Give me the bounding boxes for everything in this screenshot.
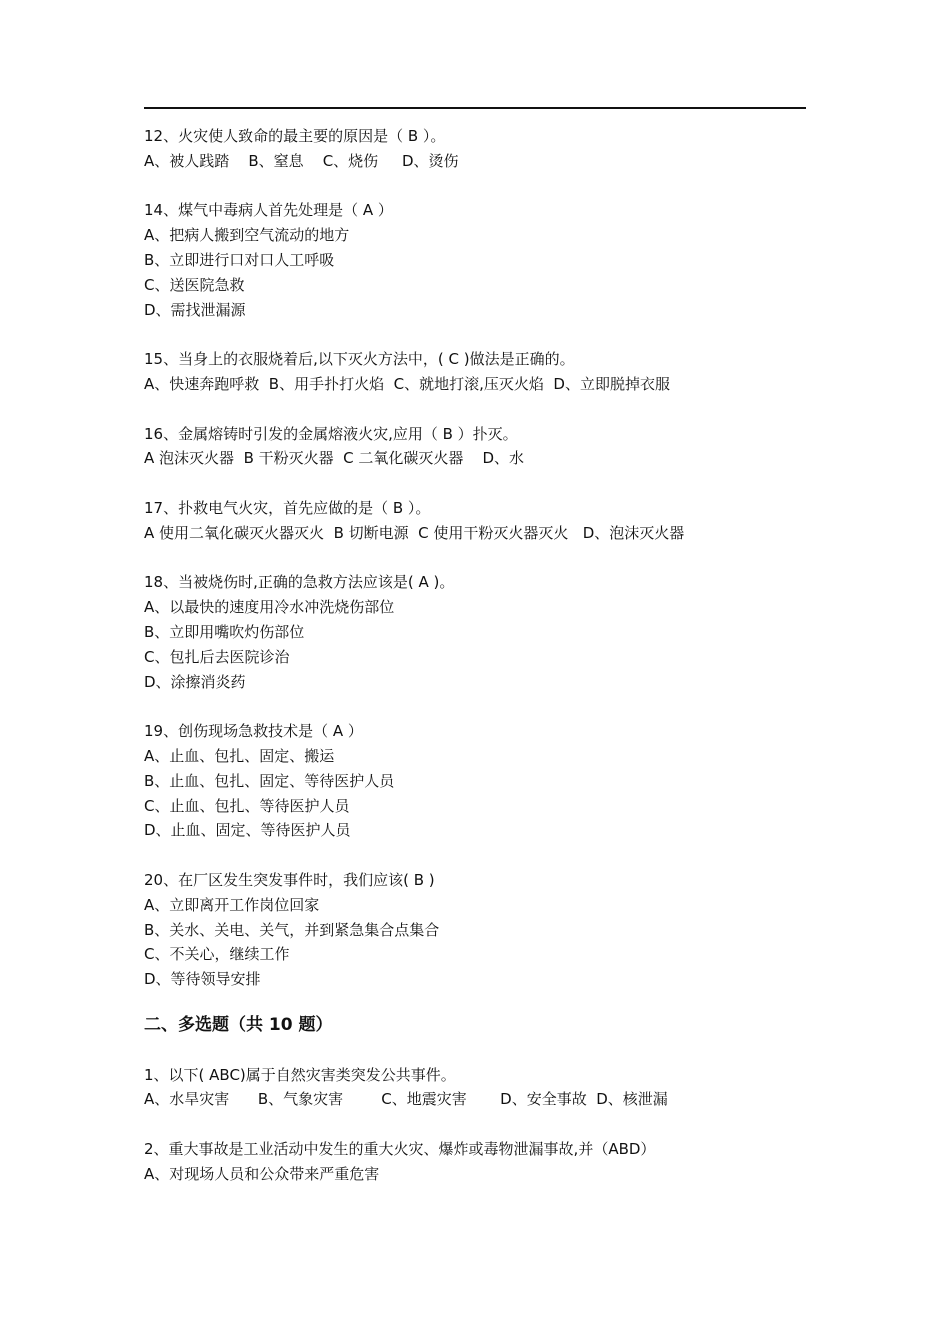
option-line: A 泡沫灭火器 B 干粉灭火器 C 二氧化碳灭火器 D、水 [144, 449, 525, 468]
question-block [144, 422, 824, 472]
option-line: A、以最快的速度用冷水冲洗烧伤部位 [144, 598, 395, 617]
option-line: B、止血、包扎、固定、等待医护人员 [144, 771, 395, 790]
question-block [144, 719, 824, 843]
question-block [144, 124, 824, 174]
option-line: D、止血、固定、等待医护人员 [144, 821, 351, 840]
exam-content [144, 124, 824, 1187]
question-block [144, 1137, 824, 1187]
question-block [144, 1063, 824, 1113]
question-stem: 17、扑救电气火灾，首先应做的是（ B ）。 [144, 498, 431, 517]
option-line: A、止血、包扎、固定、搬运 [144, 746, 335, 765]
option-line: A、对现场人员和公众带来严重危害 [144, 1164, 380, 1183]
question-stem: 18、当被烧伤时,正确的急救方法应该是( A )。 [144, 573, 455, 592]
option-line: A 使用二氧化碳灭火器灭火 B 切断电源 C 使用干粉灭火器灭火 D、泡沫灭火器 [144, 523, 685, 542]
option-line: A、立即离开工作岗位回家 [144, 895, 320, 914]
question-block [144, 198, 824, 322]
question-stem: 16、金属熔铸时引发的金属熔液火灾,应用（ B ）扑灭。 [144, 424, 518, 443]
option-line: B、立即用嘴吹灼伤部位 [144, 622, 305, 641]
question-block [144, 570, 824, 694]
option-line: A、被人践踏 B、窒息 C、烧伤 D、烫伤 [144, 151, 459, 170]
option-line: D、涂擦消炎药 [144, 672, 246, 691]
option-line: C、包扎后去医院诊治 [144, 647, 290, 666]
option-line: C、送医院急救 [144, 275, 245, 294]
option-line: C、不关心，继续工作 [144, 945, 290, 964]
question-stem: 19、创伤现场急救技术是（ A ） [144, 722, 363, 741]
header-rule [144, 107, 806, 109]
option-line: A、快速奔跑呼救 B、用手扑打火焰 C、就地打滚,压灭火焰 D、立即脱掉衣服 [144, 374, 670, 393]
question-stem: 12、火灾使人致命的最主要的原因是（ B ）。 [144, 127, 446, 145]
question-stem: 2、重大事故是工业活动中发生的重大火灾、爆炸或毒物泄漏事故,并（ABD） [144, 1140, 656, 1159]
question-stem: 20、在厂区发生突发事件时，我们应该( B ) [144, 870, 435, 889]
question-block [144, 496, 824, 546]
option-line: A、水旱灾害 B、气象灾害 C、地震灾害 D、安全事故 D、核泄漏 [144, 1090, 668, 1109]
question-stem: 15、当身上的衣服烧着后,以下灭火方法中，( C )做法是正确的。 [144, 350, 575, 369]
option-line: C、止血、包扎、等待医护人员 [144, 796, 350, 815]
section-title-multiple-choice: 二、多选题（共 10 题） [144, 1014, 333, 1035]
option-line: B、立即进行口对口人工呼吸 [144, 250, 335, 269]
option-line: A、把病人搬到空气流动的地方 [144, 226, 350, 245]
question-block [144, 868, 824, 992]
option-line: D、等待领导安排 [144, 970, 261, 989]
question-block [144, 347, 824, 397]
question-stem: 1、以下( ABC)属于自然灾害类突发公共事件。 [144, 1065, 456, 1084]
option-line: D、需找泄漏源 [144, 300, 246, 319]
option-line: B、关水、关电、关气，并到紧急集合点集合 [144, 920, 440, 939]
question-stem: 14、煤气中毒病人首先处理是（ A ） [144, 201, 393, 220]
